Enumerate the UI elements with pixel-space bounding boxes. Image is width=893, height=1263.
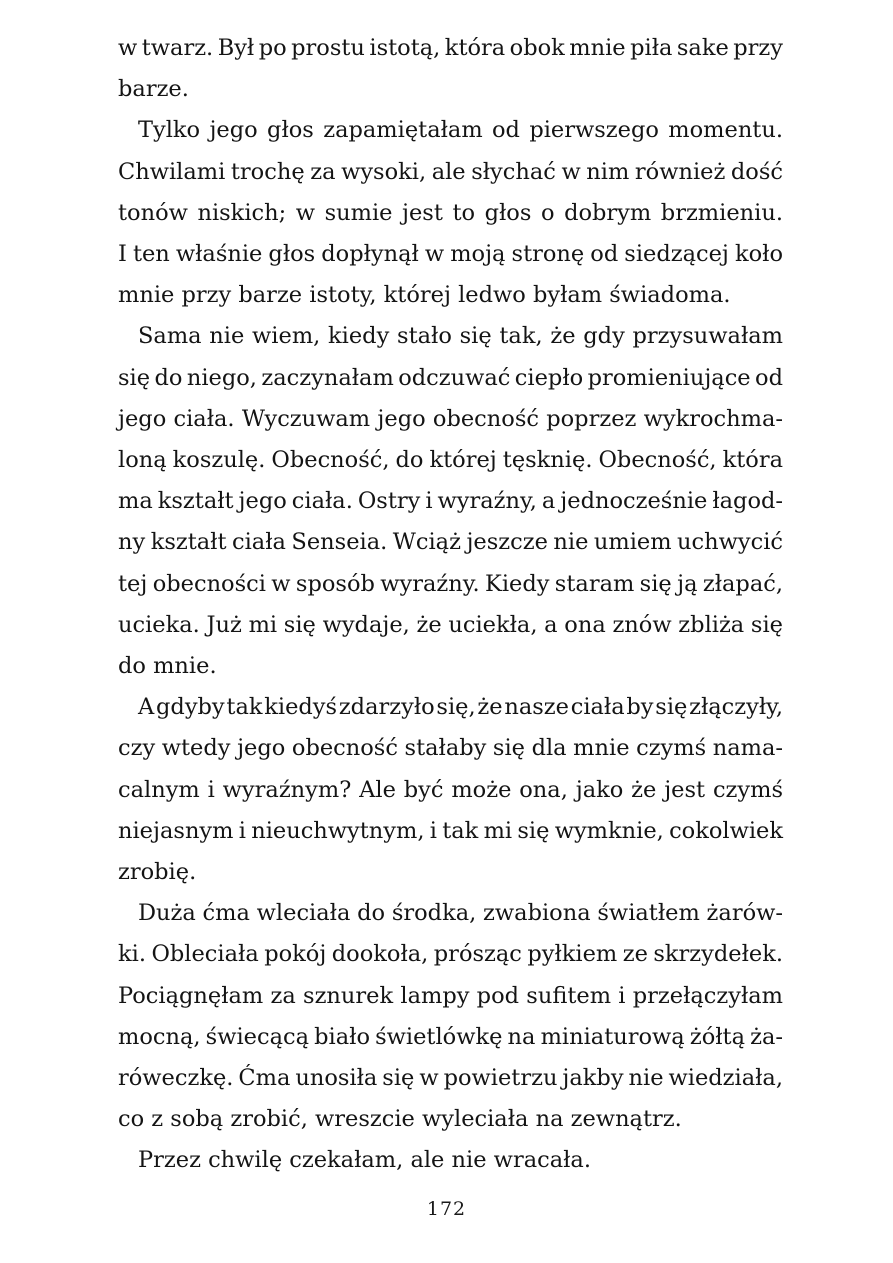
text-line: ma kształt jego ciała. Ostry i wyraźny, a jednocześnie łagod- — [118, 488, 783, 515]
text-line: mocną, świecącą biało świetlówkę na miniaturową żółtą ża- — [118, 1023, 783, 1050]
text-line: Sama nie wiem, kiedy stało się tak, że gdy przysuwałam — [138, 323, 783, 350]
text-line: loną koszulę. Obecność, do której tęsknię. Obecność, która — [118, 447, 783, 474]
text-line: jego ciała. Wyczuwam jego obecność poprzez wykrochma- — [118, 405, 783, 432]
text-line: Chwilami trochę za wysoki, ale słychać w nim również dość — [118, 158, 783, 185]
text-line: Pociągnęłam za sznurek lampy pod sufitem i przełączyłam — [118, 982, 783, 1009]
paragraph-3 — [118, 316, 783, 687]
page-body — [118, 28, 783, 1182]
text-line: ucieka. Już mi się wydaje, że uciekła, a ona znów zbliża się — [118, 611, 783, 638]
text-line: A gdyby tak kiedyś zdarzyło się, że nasze ciała by się złączyły, — [138, 694, 783, 721]
text-line: róweczkę. Ćma unosiła się w powietrzu jakby nie wiedziała, — [118, 1065, 783, 1092]
text-line: czy wtedy jego obecność stałaby się dla mnie czymś nama- — [118, 735, 783, 762]
paragraph-2 — [118, 110, 783, 316]
paragraph-6 — [118, 1140, 783, 1181]
text-line: do mnie. — [118, 653, 217, 680]
paragraph-5 — [118, 893, 783, 1140]
text-line: Tylko jego głos zapamiętałam od pierwszego momentu. — [138, 117, 783, 144]
text-line: co z sobą zrobić, wreszcie wyleciała na zewnątrz. — [118, 1106, 682, 1133]
text-line: ny kształt ciała Senseia. Wciąż jeszcze nie umiem uchwycić — [118, 529, 783, 556]
text-line: tej obecności w sposób wyraźny. Kiedy staram się ją złapać, — [118, 570, 783, 597]
paragraph-1 — [118, 28, 783, 110]
text-line: barze. — [118, 76, 189, 103]
text-line: Przez chwilę czekałam, ale nie wracała. — [138, 1147, 591, 1174]
text-line: tonów niskich; w sumie jest to głos o dobrym brzmieniu. — [118, 199, 783, 226]
paragraph-4 — [118, 687, 783, 893]
page-number: 172 — [426, 1198, 467, 1220]
text-line: zrobię. — [118, 859, 197, 886]
text-line: Duża ćma wleciała do środka, zwabiona światłem żarów- — [138, 900, 783, 927]
text-line: ki. Obleciała pokój dookoła, prósząc pyłkiem ze skrzydełek. — [118, 941, 783, 968]
text-line: calnym i wyraźnym? Ale być może ona, jako że jest czymś — [118, 776, 783, 803]
text-line: się do niego, zaczynałam odczuwać ciepło promieniujące od — [118, 364, 783, 391]
text-line: niejasnym i nieuchwytnym, i tak mi się wymknie, cokolwiek — [118, 817, 783, 844]
text-line: I ten właśnie głos dopłynął w moją stronę od siedzącej koło — [118, 241, 783, 268]
text-line: w twarz. Był po prostu istotą, która obok mnie piła sake przy — [118, 35, 783, 61]
text-line: mnie przy barze istoty, której ledwo byłam świadoma. — [118, 282, 731, 309]
